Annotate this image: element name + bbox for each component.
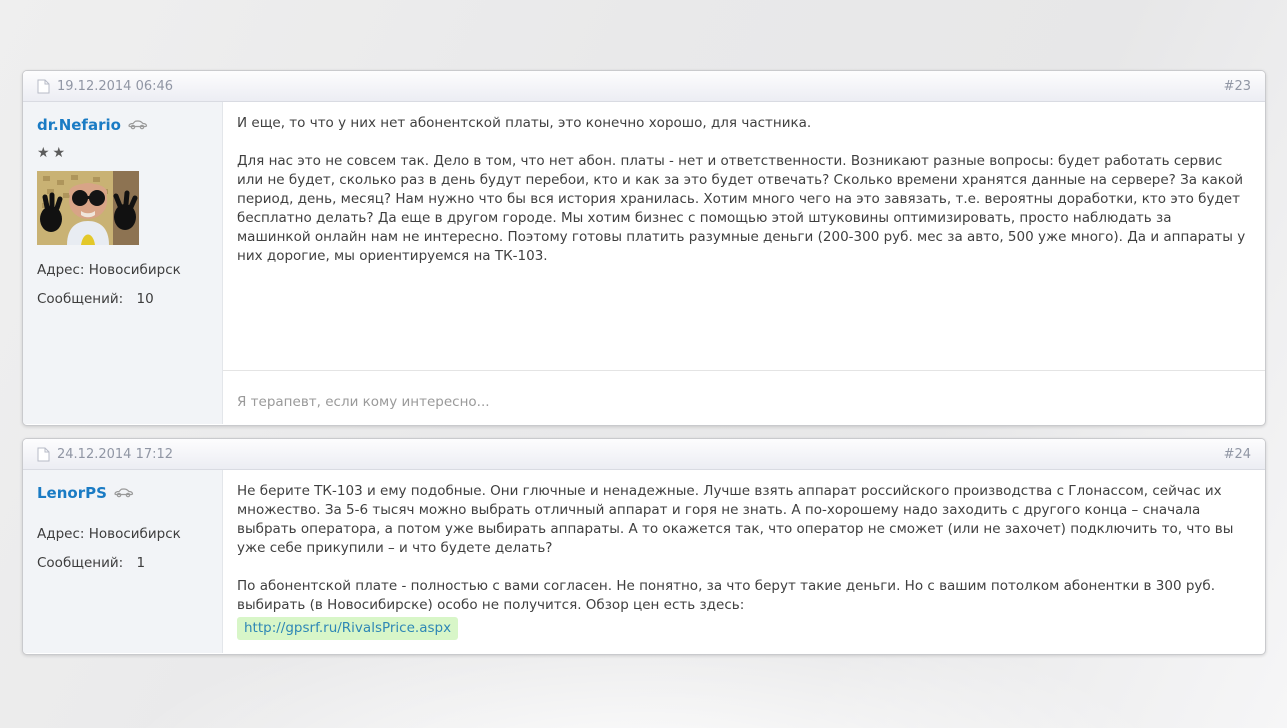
post-23-header bbox=[23, 71, 1265, 102]
username-link[interactable]: dr.Nefario bbox=[37, 115, 121, 134]
user-info-panel bbox=[23, 102, 223, 424]
car-icon bbox=[113, 483, 134, 502]
avatar[interactable] bbox=[37, 171, 139, 245]
post-link[interactable]: http://gpsrf.ru/RivalsPrice.aspx bbox=[237, 617, 458, 640]
user-address: Адрес: Новосибирск bbox=[37, 262, 181, 278]
post-date: 24.12.2014 17:12 bbox=[57, 446, 174, 462]
post-paragraph: Не берите ТК-103 и ему подобные. Они глючные и ненадежные. Лучше взять аппарат российского производства с Глонассом, сейчас их множество. За 5-6 тысяч можно выбрать отличный аппарат и горя не знать. А по-хорошему надо заходить с другого конца – сначала выбрать оператора, а потом уже выбирать аппараты. А то окажется так, что оператор не сможет (или не захочет) подключить то, что вы уже себе прикупили – и что будете делать? bbox=[237, 483, 1234, 556]
user-signature: Я терапевт, если кому интересно... bbox=[223, 370, 1265, 424]
user-message-count: Сообщений: 1 bbox=[37, 555, 146, 571]
post-number: #23 bbox=[1223, 78, 1251, 94]
post-date-icon bbox=[37, 447, 50, 462]
post-paragraph: По абонентской плате - полностью с вами согласен. Не понятно, за что берут такие деньги. Но с вашим потолком абонентки в 300 руб. выбирать (в Новосибирске) особо не получится. Обзор цен есть здесь: bbox=[237, 578, 1216, 613]
post-paragraph: Для нас это не совсем так. Дело в том, что нет абон. платы - нет и ответственности. Возникают разные вопросы: будет работать сервис или не будет, сколько раз в день будут перебои, кто и как за это будет отвечать? Сколько времени хранятся данные на сервере? За какой период, день, месяц? Нам нужно что бы вся история хранилась. Хотим много чего на это завязать, т.е. вероятны доработки, кто это будет бесплатно делать? Да еще в другом городе. Мы хотим бизнес с помощью этой штуковины оптимизировать, просто наблюдать за машинкой онлайн нам не интересно. Поэтому готовы платить разумные деньги (200-300 руб. мес за авто, 500 уже много). Да и аппараты у них дорогие, мы ориентируемся на ТК-103. bbox=[237, 153, 1246, 264]
car-icon bbox=[127, 115, 148, 134]
post-message bbox=[223, 470, 1265, 653]
post-paragraph: И еще, то что у них нет абонентской платы, это конечно хорошо, для частника. bbox=[237, 115, 812, 131]
user-message-count: Сообщений: 10 bbox=[37, 291, 154, 307]
post-number: #24 bbox=[1223, 446, 1251, 462]
post-date-icon bbox=[37, 79, 50, 94]
post-message bbox=[223, 102, 1265, 370]
username-link[interactable]: LenorPS bbox=[37, 483, 107, 502]
post-24 bbox=[22, 438, 1266, 655]
user-info-panel bbox=[23, 470, 223, 653]
post-23 bbox=[22, 70, 1266, 426]
user-address: Адрес: Новосибирск bbox=[37, 526, 181, 542]
post-date: 19.12.2014 06:46 bbox=[57, 78, 174, 94]
user-rank-stars: ★★ bbox=[37, 145, 69, 161]
post-24-header bbox=[23, 439, 1265, 470]
